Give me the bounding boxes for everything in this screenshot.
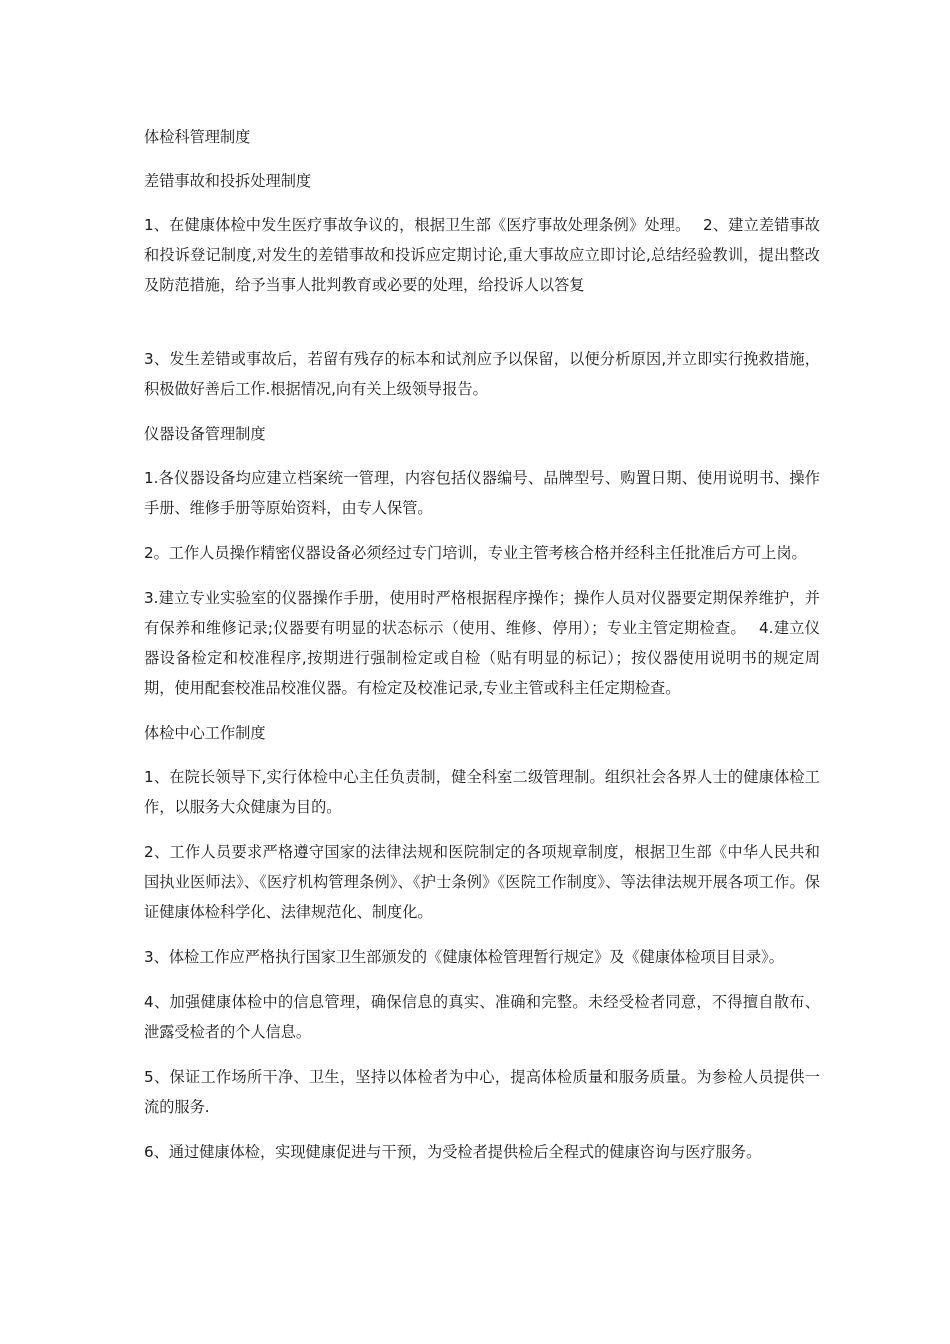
- paragraph: 4、加强健康体检中的信息管理，确保信息的真实、准确和完整。未经受检者同意，不得擅自散布、泄露受检者的个人信息。: [144, 993, 820, 1041]
- document-page: [144, 122, 820, 1182]
- paragraph: 1.各仪器设备均应建立档案统一管理，内容包括仪器编号、品牌型号、购置日期、使用说明书、操作手册、维修手册等原始资料，由专人保管。: [144, 469, 820, 517]
- paragraph: 5、保证工作场所干净、卫生，坚持以体检者为中心，提高体检质量和服务质量。为参检人员提供一流的服务.: [144, 1068, 820, 1116]
- paragraph: 2、工作人员要求严格遵守国家的法律法规和医院制定的各项规章制度，根据卫生部《中华人民共和国执业医师法》、《医疗机构管理条例》、《护士条例》《医院工作制度》、等法律法规开展各项工作。保证健康体检科学化、法律规范化、制度化。: [144, 843, 820, 921]
- section-heading-center-work: 体检中心工作制度: [144, 724, 266, 742]
- paragraph: 1、在健康体检中发生医疗事故争议的，根据卫生部《医疗事故处理条例》处理。 2、建立差错事故和投诉登记制度,对发生的差错事故和投诉应定期讨论,重大事故应立即讨论,总结经验教训，提出整改及防范措施，给予当事人批判教育或必要的处理，给投诉人以答复: [144, 216, 820, 294]
- document-title: 体检科管理制度: [144, 128, 251, 146]
- paragraph: 1、在院长领导下,实行体检中心主任负责制，健全科室二级管理制。组织社会各界人士的健康体检工作，以服务大众健康为目的。: [144, 768, 820, 816]
- paragraph: 3、体检工作应严格执行国家卫生部颁发的《健康体检管理暂行规定》及《健康体检项目目录》。: [144, 948, 784, 966]
- section-heading-error-handling: 差错事故和投拆处理制度: [144, 172, 312, 190]
- section-heading-equipment: 仪器设备管理制度: [144, 425, 266, 443]
- paragraph: 2。工作人员操作精密仪器设备必须经过专门培训，专业主管考核合格并经科主任批准后方可上岗。: [144, 544, 807, 562]
- paragraph: 3.建立专业实验室的仪器操作手册，使用时严格根据程序操作；操作人员对仪器要定期保养维护，并有保养和维修记录;仪器要有明显的状态标示（使用、维修、停用）；专业主管定期检查。 4.建立仪器设备检定和校准程序,按期进行强制检定或自检（贴有明显的标记）；按仪器使用说明书的规定周期，使用配套校准品校准仪器。有检定及校准记录,专业主管或科主任定期检查。: [144, 589, 820, 697]
- paragraph: 6、通过健康体检，实现健康促进与干预，为受检者提供检后全程式的健康咨询与医疗服务。: [144, 1143, 762, 1161]
- paragraph: 3、发生差错或事故后，若留有残存的标本和试剂应予以保留，以便分析原因,并立即实行挽救措施，积极做好善后工作.根据情况,向有关上级领导报告。: [144, 350, 820, 398]
